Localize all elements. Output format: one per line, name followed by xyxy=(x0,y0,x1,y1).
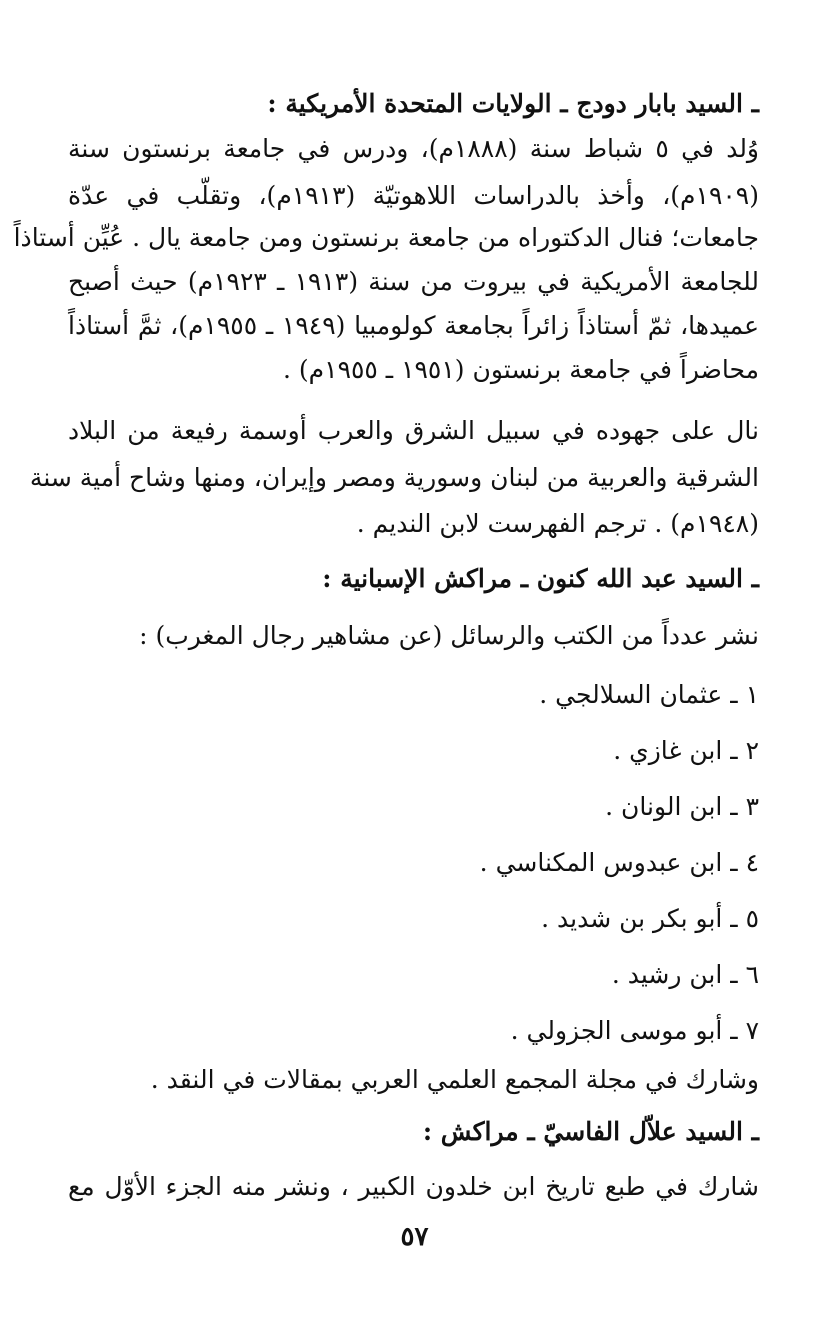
dodge-honors-line-1: نال على جهوده في سبيل الشرق والعرب أوسمة رفيعة من البلاد xyxy=(68,416,759,445)
dodge-bio-line-6: محاضراً في جامعة برنستون (١٩٥١ ـ ١٩٥٥م) . xyxy=(283,355,759,384)
heading-kannun: ـ السيد عبد الله كنون ـ مراكش الإسبانية : xyxy=(322,564,759,593)
dodge-bio-line-1: وُلد في ٥ شباط سنة (١٨٨٨م)، ودرس في جامعة برنستون سنة xyxy=(68,134,760,163)
kannun-note: وشارك في مجلة المجمع العلمي العربي بمقالات في النقد . xyxy=(150,1065,759,1094)
dodge-honors-line-2: الشرقية والعربية من لبنان وسورية ومصر وإيران، ومنها وشاح أمية سنة xyxy=(29,463,759,492)
kannun-book-1: ١ ـ عثمان السلالجي . xyxy=(539,680,759,709)
dodge-bio-line-4: للجامعة الأمريكية في بيروت من سنة (١٩١٣ ـ ١٩٢٣م) حيث أصبح xyxy=(68,267,760,296)
kannun-intro: نشر عدداً من الكتب والرسائل (عن مشاهير رجال المغرب) : xyxy=(139,621,759,650)
heading-dodge: ـ السيد بابار دودج ـ الولايات المتحدة الأمريكية : xyxy=(267,89,759,118)
kannun-book-5: ٥ ـ أبو بكر بن شديد . xyxy=(541,904,759,933)
dodge-honors-line-3: (١٩٤٨م) . ترجم الفهرست لابن النديم . xyxy=(356,509,759,538)
dodge-bio-line-5: عميدها، ثمّ أستاذاً زائراً بجامعة كولومبيا (١٩٤٩ ـ ١٩٥٥م)، ثمَّ أستاذاً xyxy=(68,311,759,340)
heading-fasi: ـ السيد علاّل الفاسيّ ـ مراكش : xyxy=(422,1117,759,1146)
page-number: ٥٧ xyxy=(400,1222,429,1252)
fasi-text: شارك في طبع تاريخ ابن خلدون الكبير ، ونشر منه الجزء الأوّل مع xyxy=(68,1172,759,1201)
kannun-book-7: ٧ ـ أبو موسى الجزولي . xyxy=(510,1016,759,1045)
kannun-book-3: ٣ ـ ابن الونان . xyxy=(605,792,759,821)
dodge-bio-line-3: جامعات؛ فنال الدكتوراه من جامعة برنستون ومن جامعة يال . عُيِّن أستاذاً xyxy=(13,223,759,252)
kannun-book-4: ٤ ـ ابن عبدوس المكناسي . xyxy=(479,848,759,877)
kannun-book-6: ٦ ـ ابن رشيد . xyxy=(611,960,759,989)
kannun-book-2: ٢ ـ ابن غازي . xyxy=(613,736,759,765)
dodge-bio-line-2: (١٩٠٩م)، وأخذ بالدراسات اللاهوتيّة (١٩١٣م)، وتقلّب في عدّة xyxy=(68,181,759,210)
